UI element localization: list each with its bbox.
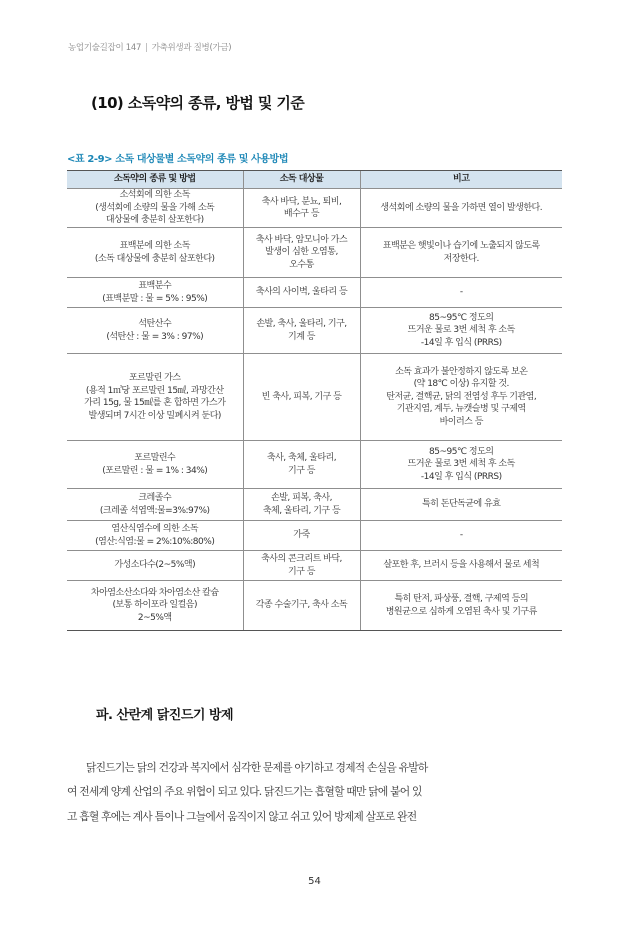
method-cell: 포르말린 가스 (용적 1㎥당 포르말린 15㎖, 과망간산 가리 15g, 물 15㎖를 혼 합하면 가스가 발생되며 7시간 이상 밀폐시켜 둔다)	[67, 354, 243, 441]
table-row	[67, 489, 562, 521]
target-cell: 손발, 피복, 축사, 축체, 울타리, 기구 등	[243, 489, 360, 521]
header-chapter: 가축위생과 질병(가금)	[151, 43, 232, 53]
table-row	[67, 354, 562, 441]
table-row	[67, 228, 562, 278]
section-title: (10) 소독약의 종류, 방법 및 기준	[91, 94, 305, 112]
method-cell: 염산식염수에 의한 소독 (염산:식염:물 = 2%:10%:80%)	[67, 521, 243, 551]
note-cell: 85~95℃ 정도의 뜨거운 물로 3번 세척 후 소독 -14일 후 입식 (PRRS)	[360, 308, 562, 354]
target-cell: 각종 수술기구, 축사 소독	[243, 581, 360, 631]
column-header-method: 소독약의 종류 및 방법	[67, 171, 243, 189]
column-header-note: 비고	[360, 171, 562, 189]
note-cell: 생석회에 소량의 물을 가하면 열이 발생한다.	[360, 189, 562, 228]
running-header	[68, 41, 231, 53]
note-cell: 살포한 후, 브러시 등을 사용해서 물로 세척	[360, 551, 562, 581]
method-cell: 크레졸수 (크레졸 석엽액:물=3%:97%)	[67, 489, 243, 521]
target-cell: 손발, 축사, 울타리, 기구, 기계 등	[243, 308, 360, 354]
method-cell: 가성소다수(2~5%액)	[67, 551, 243, 581]
table-row	[67, 521, 562, 551]
target-cell: 가죽	[243, 521, 360, 551]
paragraph-line: 여 전세계 양계 산업의 주요 위협이 되고 있다. 닭진드기는 흡혈할 때만 닭에 붙어 있	[67, 785, 422, 799]
target-cell: 축사, 축체, 울타리, 기구 등	[243, 441, 360, 489]
note-cell: 특히 탄저, 파상풍, 결핵, 구제역 등의 병원균으로 심하게 오염된 축사 및 기구류	[360, 581, 562, 631]
target-cell: 빈 축사, 피복, 기구 등	[243, 354, 360, 441]
target-cell: 축사 바닥, 암모니아 가스 발생이 심한 오염통, 오수통	[243, 228, 360, 278]
method-cell: 석탄산수 (석탄산 : 물 = 3% : 97%)	[67, 308, 243, 354]
note-cell: -	[360, 278, 562, 308]
table-header-row	[67, 171, 562, 189]
table-row	[67, 278, 562, 308]
target-cell: 축사의 콘크리트 바닥, 기구 등	[243, 551, 360, 581]
note-cell: 특히 돈단독균에 유효	[360, 489, 562, 521]
method-cell: 표백분수 (표백분말 : 물 = 5% : 95%)	[67, 278, 243, 308]
column-header-target: 소독 대상물	[243, 171, 360, 189]
paragraph-line: 닭진드기는 닭의 건강과 복지에서 심각한 문제를 야기하고 경제적 손실을 유발하	[86, 761, 428, 774]
note-cell: 표백분은 햇빛이나 습기에 노출되지 않도록 저장한다.	[360, 228, 562, 278]
note-cell: -	[360, 521, 562, 551]
method-cell: 소석회에 의한 소독 (생석회에 소량의 물을 가해 소독 대상물에 충분히 살포한다)	[67, 189, 243, 228]
table-caption: <표 2-9> 소독 대상물별 소독약의 종류 및 사용방법	[67, 154, 289, 165]
header-separator: |	[145, 43, 148, 53]
page-number: 54	[308, 876, 321, 887]
table-row	[67, 308, 562, 354]
disinfectant-table	[67, 170, 562, 631]
table-row	[67, 551, 562, 581]
header-book-title: 농업기술길잡이 147	[68, 43, 142, 53]
note-cell: 소독 효과가 불안정하지 않도록 보온 (약 18℃ 이상) 유지할 것. 탄저균, 결핵균, 닭의 전염성 후두 기관염, 기관지염, 계두, 뉴캣슬병 및 구제역 바이러스 등	[360, 354, 562, 441]
target-cell: 축사의 사이벽, 울타리 등	[243, 278, 360, 308]
note-cell: 85~95℃ 정도의 뜨거운 물로 3번 세척 후 소독 -14일 후 입식 (PRRS)	[360, 441, 562, 489]
table-row	[67, 189, 562, 228]
paragraph-line: 고 흡혈 후에는 계사 틈이나 그늘에서 움직이지 않고 쉬고 있어 방제제 살포로 완전	[67, 809, 417, 823]
method-cell: 차아염소산소다와 차아염소산 칼슘 (보통 하이포라 일컬음) 2~5%액	[67, 581, 243, 631]
body-paragraph	[67, 756, 563, 829]
target-cell: 축사 바닥, 분뇨, 퇴비, 배수구 등	[243, 189, 360, 228]
table-row	[67, 581, 562, 631]
method-cell: 표백분에 의한 소독 (소독 대상물에 충분히 살포한다)	[67, 228, 243, 278]
subsection-heading: 파. 산란계 닭진드기 방제	[96, 708, 234, 723]
method-cell: 포르말린수 (포르말린 : 물 = 1% : 34%)	[67, 441, 243, 489]
table-row	[67, 441, 562, 489]
